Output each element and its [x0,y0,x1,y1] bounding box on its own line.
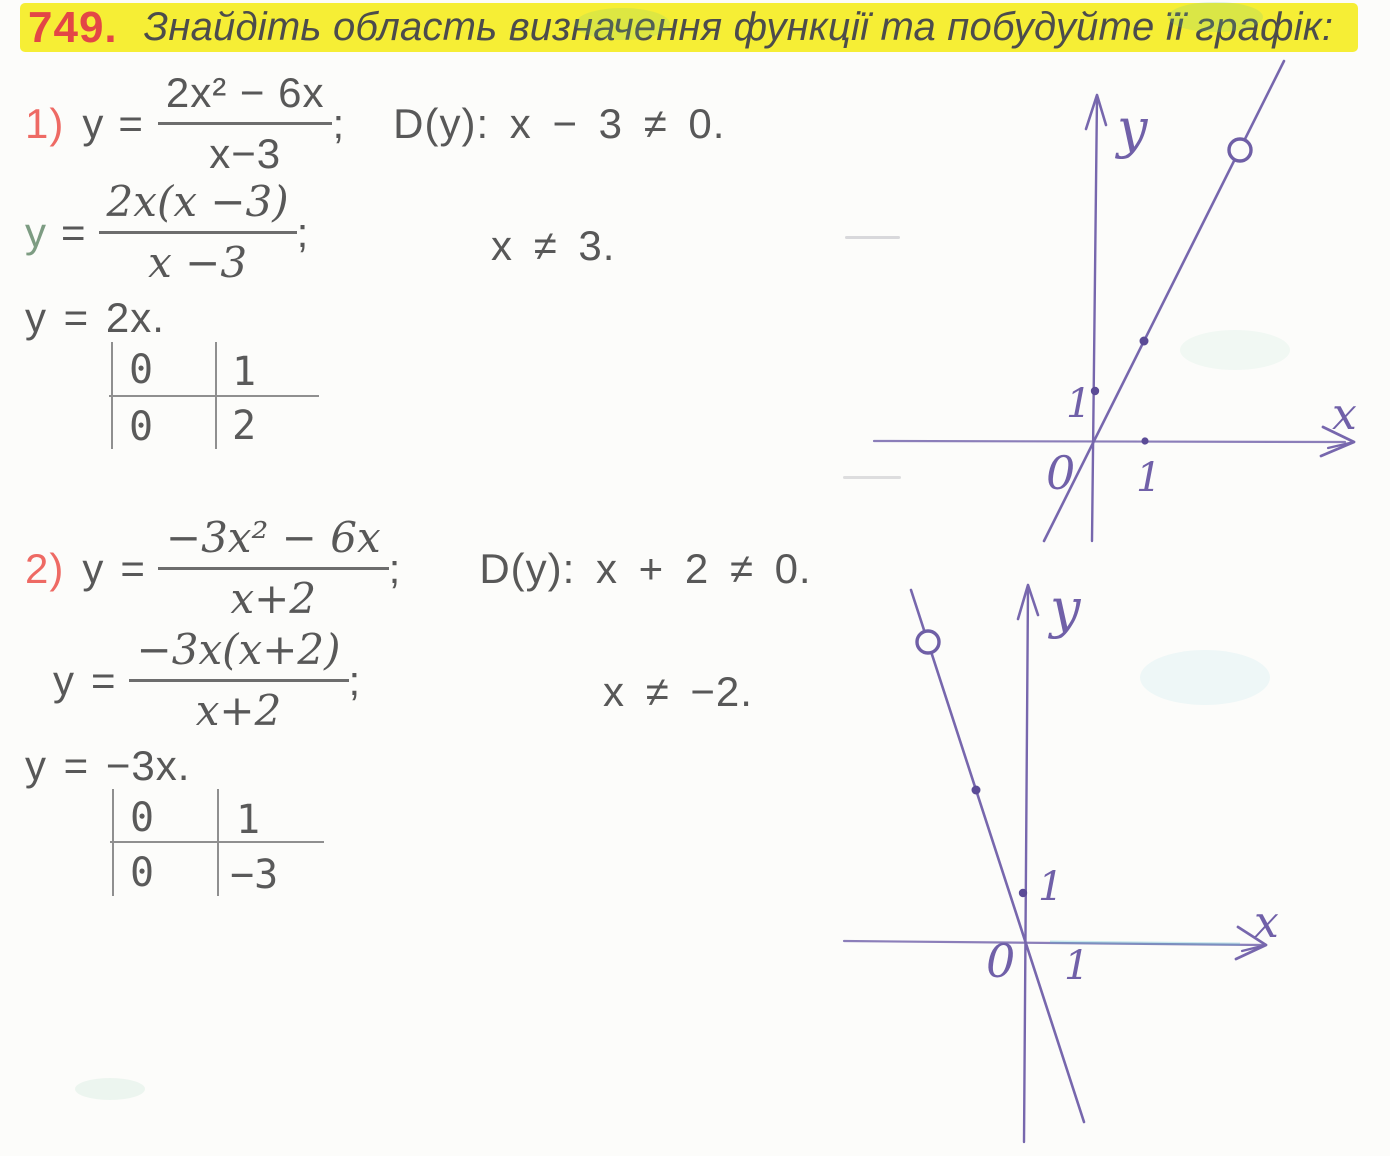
graph-2 [810,565,1390,1156]
g1-function-line [1044,61,1284,541]
p1-constraint: x ≠ 3. [491,222,616,269]
p2-step1-fraction [158,513,389,624]
p2-label: 2) [25,544,65,592]
g1-origin-label: 0 [1046,446,1076,500]
p2-step2-lhs: y [53,656,75,704]
p1-domain: D(y): x − 3 ≠ 0. [393,99,726,147]
p1-table-hline [109,395,319,397]
p2-step1-punct: ; [388,544,402,592]
g2-y-axis [1024,587,1028,1142]
p1-table-x1: 1 [232,349,257,395]
p1-step2-fraction [99,177,297,288]
p1-step2-denominator: x −3 [99,231,297,285]
p2-table-x1: 1 [236,797,261,843]
p1-step2-eq: = [61,208,87,256]
p1-table-y0: 0 [129,404,154,450]
p1-step2-numerator: 2x(x −3) [106,177,289,226]
scan-artifact [75,1078,145,1100]
p2-step2-punct: ; [348,656,362,704]
g2-x-tick-label: 1 [1064,943,1090,989]
p2-step2-denominator: x+2 [129,679,349,733]
g1-x-axis-label: х [1332,389,1357,440]
p2-table-y0: 0 [130,850,155,896]
p2-step1-numerator: −3x² − 6x [165,513,381,562]
g2-x-axis-label: х [1254,897,1279,948]
p1-step1-row [25,71,725,176]
p1-step1-numerator: 2x² − 6x [165,69,325,116]
g2-y-axis-label: у [1050,577,1082,640]
p2-table-hline [110,841,324,843]
p1-table-y1: 2 [232,403,257,449]
p1-step2-lhs: y [25,208,47,256]
p1-label: 1) [25,99,65,147]
g1-y-tick-label: 1 [1066,381,1092,427]
p2-step1-lhs: y [82,544,105,592]
p1-result: y = 2x. [25,294,165,341]
g1-y-axis-label: у [1117,97,1149,160]
p2-domain: D(y): x + 2 ≠ 0. [479,544,812,592]
g1-y-axis [1092,97,1097,541]
p2-step2-numerator: −3x(x+2) [136,625,341,674]
g2-function-line [911,590,1084,1122]
p1-step1-fraction [158,71,333,176]
p1-step1-lhs: y [82,99,105,147]
page-title: Знайдіть область визначення функції та побудуйте її графік: [143,5,1334,49]
graph-1 [840,55,1390,555]
header-highlight [20,3,1358,52]
g2-y-unit-dot [1019,889,1027,897]
g1-hole-marker [1229,139,1251,161]
p1-step2-row [25,177,310,288]
p2-result: y = −3x. [25,742,191,789]
p2-constraint: x ≠ −2. [603,668,753,715]
g1-x-unit-dot [1141,437,1148,444]
g2-point-minus1-3 [972,786,981,795]
g1-point-1-2 [1140,337,1149,346]
g1-y-unit-dot [1091,387,1099,395]
problem-number: 749. [28,2,118,52]
p1-table-x0: 0 [129,347,154,393]
p2-step2-row [53,625,362,736]
g1-x-tick-label: 1 [1136,455,1162,501]
p2-step2-eq: = [91,656,117,704]
p1-step1-eq: = [118,99,144,147]
p1-step1-denominator: x−3 [158,122,333,176]
g2-y-tick-label: 1 [1038,864,1064,910]
p2-step1-row [25,513,812,624]
p1-step1-punct: ; [332,99,346,147]
p2-step1-eq: = [120,544,146,592]
p2-table-y1: −3 [230,852,279,898]
p1-step2-punct: ; [296,208,310,256]
p2-step1-denominator: x+2 [158,567,389,621]
g2-origin-label: 0 [986,934,1016,988]
p2-step2-fraction [129,625,349,736]
g2-hole-marker [917,631,939,653]
g1-x-axis [874,441,1345,442]
p2-table-x0: 0 [130,795,155,841]
